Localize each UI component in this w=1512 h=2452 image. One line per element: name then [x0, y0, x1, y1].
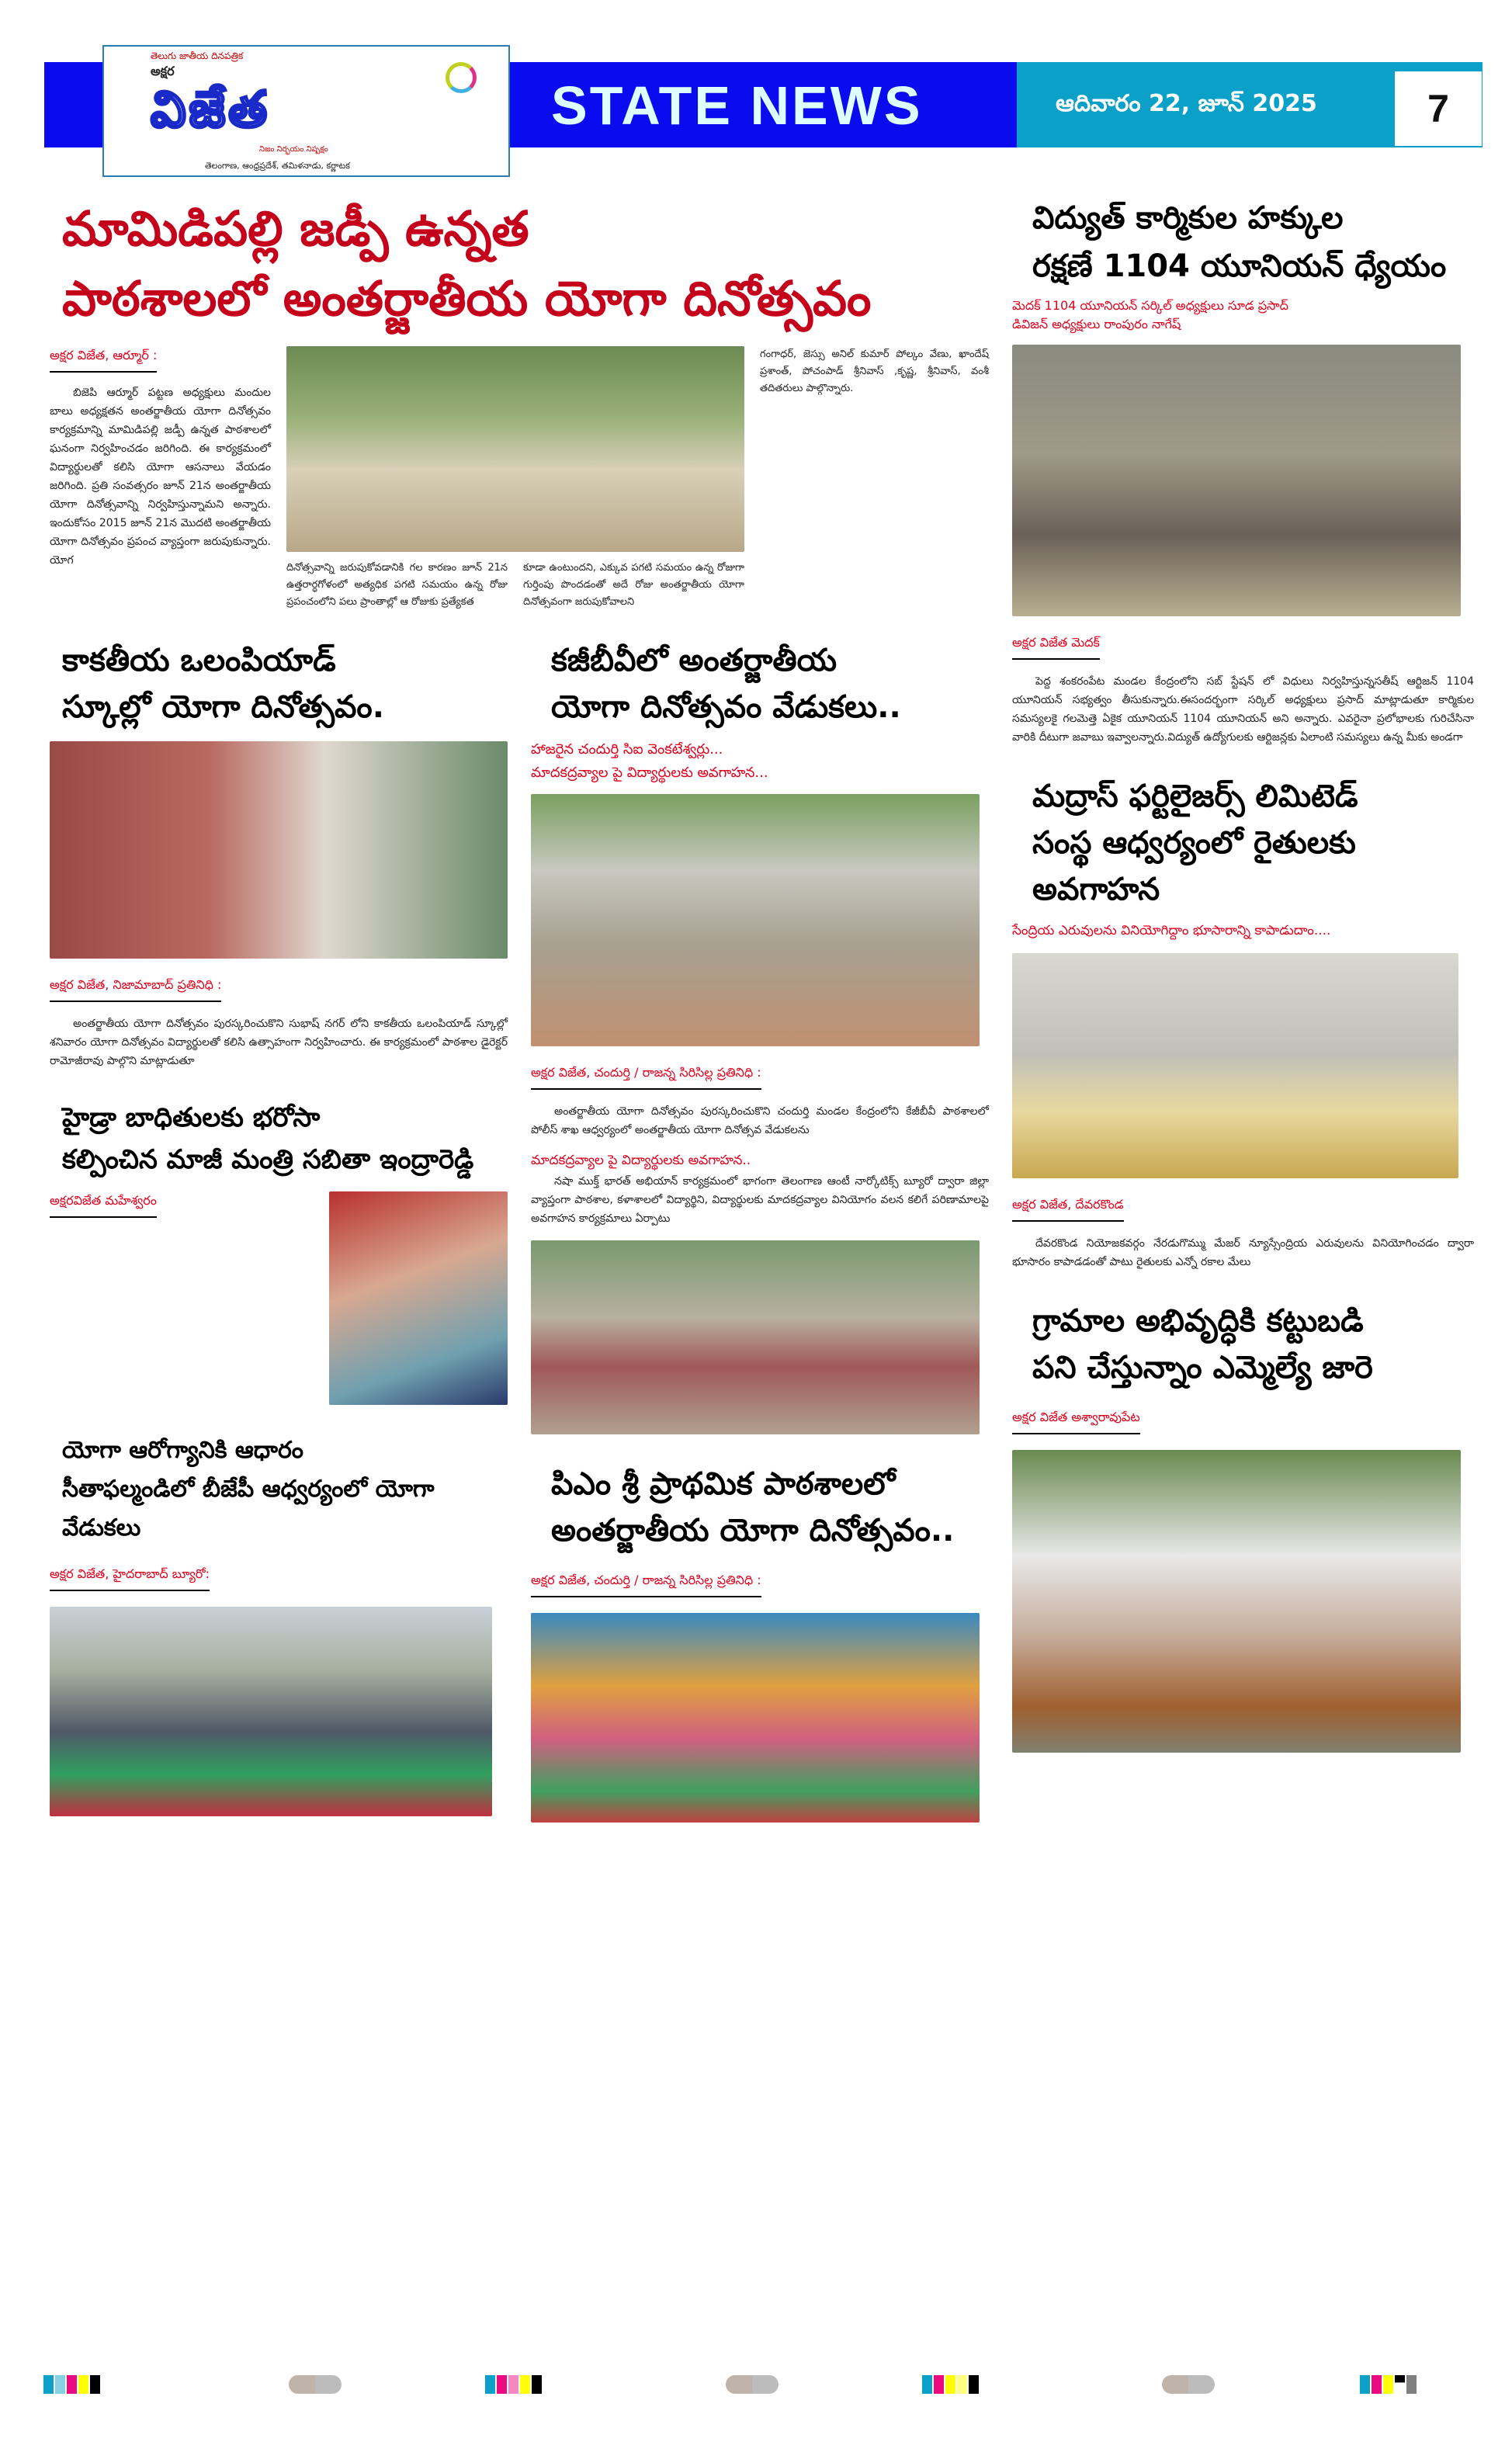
article-jare	[1012, 1298, 1474, 1753]
byline: అక్షర విజేత, చందుర్తి / రాజన్న సిరిసిల్ల ప్రతినిధి :	[531, 1063, 761, 1090]
subhead: సేంద్రియ ఎరువులను వినియోగిద్దాం భూసారాన్ని కాపాడుదాం....	[1012, 923, 1331, 938]
newspaper-logo	[102, 45, 510, 177]
lead-headline	[50, 194, 997, 334]
subhead: హాజరైన చందుర్తి సిఐ వెంకటేశ్వర్లు...	[531, 741, 723, 758]
byline: అక్షర విజేత అశ్వారావుపేట	[1012, 1408, 1140, 1434]
headline-line: రక్షణే 1104 యూనియన్ ధ్యేయం	[1032, 248, 1447, 284]
article-sitaphalmandi	[50, 1431, 508, 1816]
article-body: దేవరకొండ నియోజకవర్గం నేరడుగొమ్ము మేజర్ న్యూస్సేంద్రియ ఎరువులను వినియోగించడం ద్వారా భూసారం కాపాడడంతో పాటు రైతులకు ఎన్నో రకాల మేలు	[1012, 1237, 1474, 1268]
logo-name: విజేత	[151, 82, 271, 139]
logo-motto: నిజం నిర్భయం నిష్పక్షం	[259, 145, 328, 154]
byline: అక్షర విజేత, చందుర్తి / రాజన్న సిరిసిల్ల ప్రతినిధి :	[531, 1571, 761, 1597]
article-kgbv	[531, 637, 989, 1434]
headline-line: మద్రాస్ ఫర్టిలైజర్స్ లిమిటెడ్	[1032, 779, 1358, 814]
headline-line: కజీబీవీలో అంతర్జాతీయ	[551, 643, 837, 678]
page-number: 7	[1395, 71, 1482, 146]
article-pmshri	[531, 1461, 989, 1823]
headline-line: గ్రామాల అభివృద్ధికి కట్టుబడి	[1032, 1303, 1364, 1339]
sabitha-indra-reddy-photo	[329, 1191, 508, 1405]
subhead: మాదకద్రవ్యాల పై విద్యార్థులకు అవగాహన...	[531, 765, 768, 781]
headline-line: అంతర్జాతీయ యోగా దినోత్సవం..	[551, 1513, 955, 1549]
byline: అక్షర విజేత, హైదరాబాద్ బ్యూరో:	[50, 1565, 210, 1591]
article-hydra	[50, 1097, 508, 1405]
headline-line: కల్పించిన మాజీ మంత్రి సబితా ఇంద్రారెడ్డి	[62, 1144, 474, 1175]
byline: అక్షరవిజేత మహేశ్వరం	[50, 1191, 157, 1218]
registration-oval	[289, 2375, 342, 2394]
main-area	[50, 194, 997, 1849]
headline-line: విద్యుత్ కార్మికుల హక్కుల	[1032, 200, 1344, 236]
subhead: మెదక్ 1104 యూనియన్ సర్కిల్ అధ్యక్షులు సూడ ప్రసాద్	[1012, 298, 1288, 313]
byline: అక్షర విజేత, దేవరకొండ	[1012, 1195, 1124, 1222]
headline-line: పని చేస్తున్నాం ఎమ్మెల్యే జారె	[1032, 1350, 1373, 1386]
article-body: దినోత్సవాన్ని జరుపుకోవడానికి గల కారణం జూన్ 21న ఉత్తరార్ధగోళంలో అత్యధిక పగటి సమయం ఉన్న రోజు ప్రపంచంలోని పలు ప్రాంతాల్లో ఆ రోజుకు ప్రత్యేకత	[286, 562, 508, 608]
article-union1104	[1012, 194, 1474, 747]
registration-oval	[1162, 2375, 1215, 2394]
kakatiya-school-photo	[50, 741, 508, 959]
kgbv-yoga-photo	[531, 794, 980, 1046]
color-registration-bar	[922, 2375, 979, 2394]
byline: అక్షర విజేత మెదక్	[1012, 633, 1100, 660]
article-body: అంతర్జాతీయ యోగా దినోత్సవం పురస్కరించుకొని చందుర్తి మండల కేంద్రంలోని కేజీబీవీ పాఠశాలలో పోలీస్ శాఖ ఆధ్వర్యంలో అంతర్జాతీయ యోగా దినోత్సవ వేడుకలను	[531, 1105, 989, 1136]
headline-line: కాకతీయ ఒలంపియాడ్	[62, 643, 336, 678]
article-body: కూడా ఉంటుందని, ఎక్కువ పగటి సమయం ఉన్న రోజుగా గుర్తింపు పొందడంతో అదే రోజు అంతర్జాతీయ యోగా దినోత్సవంగా జరుపుకోవాలని	[523, 562, 744, 608]
color-registration-bar	[485, 2375, 542, 2394]
pmshri-yoga-photo	[531, 1613, 980, 1823]
registration-oval	[726, 2375, 779, 2394]
subhead: డివిజన్ అధ్యక్షులు రాంపురం నాగేష్	[1012, 317, 1181, 331]
yoga-photo-mamidipalli	[286, 346, 744, 552]
mla-jare-event-photo	[1012, 1450, 1461, 1753]
article-madras	[1012, 773, 1474, 1271]
headline-line: పిఎం శ్రీ ప్రాథమిక పాఠశాలలో	[551, 1466, 896, 1502]
peacock-icon	[446, 62, 477, 93]
inline-subhead: మాదకద్రవ్యాల పై విద్యార్థులకు అవగాహన..	[531, 1153, 751, 1168]
byline: అక్షర విజేత, ఆర్మూర్ :	[50, 346, 157, 373]
color-registration-bar	[43, 2375, 100, 2394]
color-registration-bar	[1360, 2375, 1417, 2394]
left-column	[50, 637, 508, 1843]
bjp-yoga-photo	[50, 1607, 492, 1816]
center-column	[531, 637, 989, 1849]
article-body: పెద్ద శంకరంపేట మండల కేంద్రంలోని సబ్ స్టేషన్ లో విధులు నిర్వహిస్తున్నసతీష్ ఆర్టిజన్ 1104 యూనియన్ సభ్యత్వం తీసుకున్నారు.ఈసందర్భంగా సర్కిల్ అధ్యక్షులు ప్రసాద్ మాట్లాడుతూ కార్మికుల సమస్యలకై గలమెత్తె ఏకైక యూనియన్ 1104 యూనియన్ అని అన్నారు. ఎవరైనా ప్రలోభాలకు గురిచేసినా వారికి దీటుగా జవాబు ఇవ్వాలన్నారు.విద్యుత్ ఉద్యోగులకు ఆర్టిజన్లకు ఏలాంటి సమస్యలు ఉన్న మీకు అండగా	[1012, 675, 1474, 744]
article-body: గంగాధర్, జెస్సు అనిల్ కుమార్ పోల్కం వేణు, ఖాందేష్ ప్రశాంత్, పోచంపాడ్ శ్రీనివాస్ ,కృష్ణ, శ్రీనివాస్, వంశీ తదితరులు పాల్గొన్నారు.	[760, 349, 989, 394]
article-body: నషా ముక్త్ భారత్ అభియాన్ కార్యక్రమంలో భాగంగా తెలంగాణ ఆంటీ నార్కోటిక్స్ బ్యూరో ద్వారా జిల్లా వ్యాప్తంగా పాఠశాల, కళాశాలలో విద్యార్థిని, విద్యార్థులకు మాదకద్రవ్యాల వినియోగం వలన కలిగే పరిణామాలపై అవగాహన కార్యక్రమాలు ఏర్పాటు	[531, 1175, 989, 1225]
farmers-awareness-photo	[1012, 953, 1458, 1178]
headline-line: సంస్థ ఆధ్వర్యంలో రైతులకు అవగాహన	[1032, 825, 1356, 907]
anti-narcotics-yoga-photo	[531, 1240, 980, 1434]
article-body: బిజెపి ఆర్మూర్ పట్టణ అధ్యక్షులు మందుల బాలు అధ్యక్షతన అంతర్జాతీయ యోగా దినోత్సవం కార్యక్రమాన్ని మామిడిపల్లి జడ్పీ ఉన్నత పాఠశాలలో ఘనంగా నిర్వహించడం జరిగింది. ఈ కార్యక్రమంలో విద్యార్థులతో కలిసి యోగా ఆసనాలు వేయడం జరిగింది. ప్రతి సంవత్సరం జూన్ 21న అంతర్జాతీయ యోగా దినోత్సవాన్ని నిర్వహిస్తున్నామని అన్నారు. ఇందుకోసం 2015 జూన్ 21న మొదటి అంతర్జాతీయ యోగా దినోత్సవం ప్రపంచ వ్యాప్తంగా జరుపుకున్నారు. యోగ	[50, 387, 271, 567]
headline-line: స్కూల్లో యోగా దినోత్సవం.	[62, 689, 384, 725]
logo-tagline: తెలుగు జాతీయ దినపత్రిక	[151, 50, 244, 61]
issue-date: ఆదివారం 22, జూన్ 2025	[1056, 90, 1317, 117]
article-kakatiya	[50, 637, 508, 1070]
union-members-photo	[1012, 345, 1461, 616]
logo-prefix: అక్షర	[151, 64, 175, 78]
headline-line: సీతాఫల్మండిలో బీజేపీ ఆధ్వర్యంలో యోగా వేడుకలు	[62, 1476, 435, 1542]
logo-states: తెలంగాణ, ఆంధ్రప్రదేశ్, తమిళనాడు, కర్ణాటక	[205, 161, 350, 171]
byline: అక్షర విజేత, నిజామాబాద్ ప్రతినిధి :	[50, 976, 221, 1002]
right-column	[1012, 194, 1474, 1779]
headline-line: యోగా ఆరోగ్యానికి ఆధారం	[62, 1437, 303, 1464]
headline-line: పాఠశాలలో అంతర్జాతీయ యోగా దినోత్సవం	[62, 270, 872, 327]
headline-line: యోగా దినోత్సవం వేడుకలు..	[551, 689, 901, 725]
headline-line: మామిడిపల్లి జడ్పీ ఉన్నత	[62, 200, 529, 257]
section-title: STATE NEWS	[551, 75, 923, 136]
article-body: అంతర్జాతీయ యోగా దినోత్సవం పురస్కరించుకొని సుభాష్ నగర్ లోని కాకతీయ ఒలంపియాడ్ స్కూల్లో శనివారం యోగా దినోత్సవం విద్యార్థులతో కలిసి ఉత్సాహంగా నిర్వహించారు. ఈ కార్యక్రమంలో పాఠశాల డైరెక్టర్ రామోజీరావు పాల్గొని మాట్లాడుతూ	[50, 1018, 508, 1067]
article-mamidipalli	[50, 194, 997, 611]
headline-line: హైడ్రా బాధితులకు భరోసా	[62, 1102, 321, 1133]
